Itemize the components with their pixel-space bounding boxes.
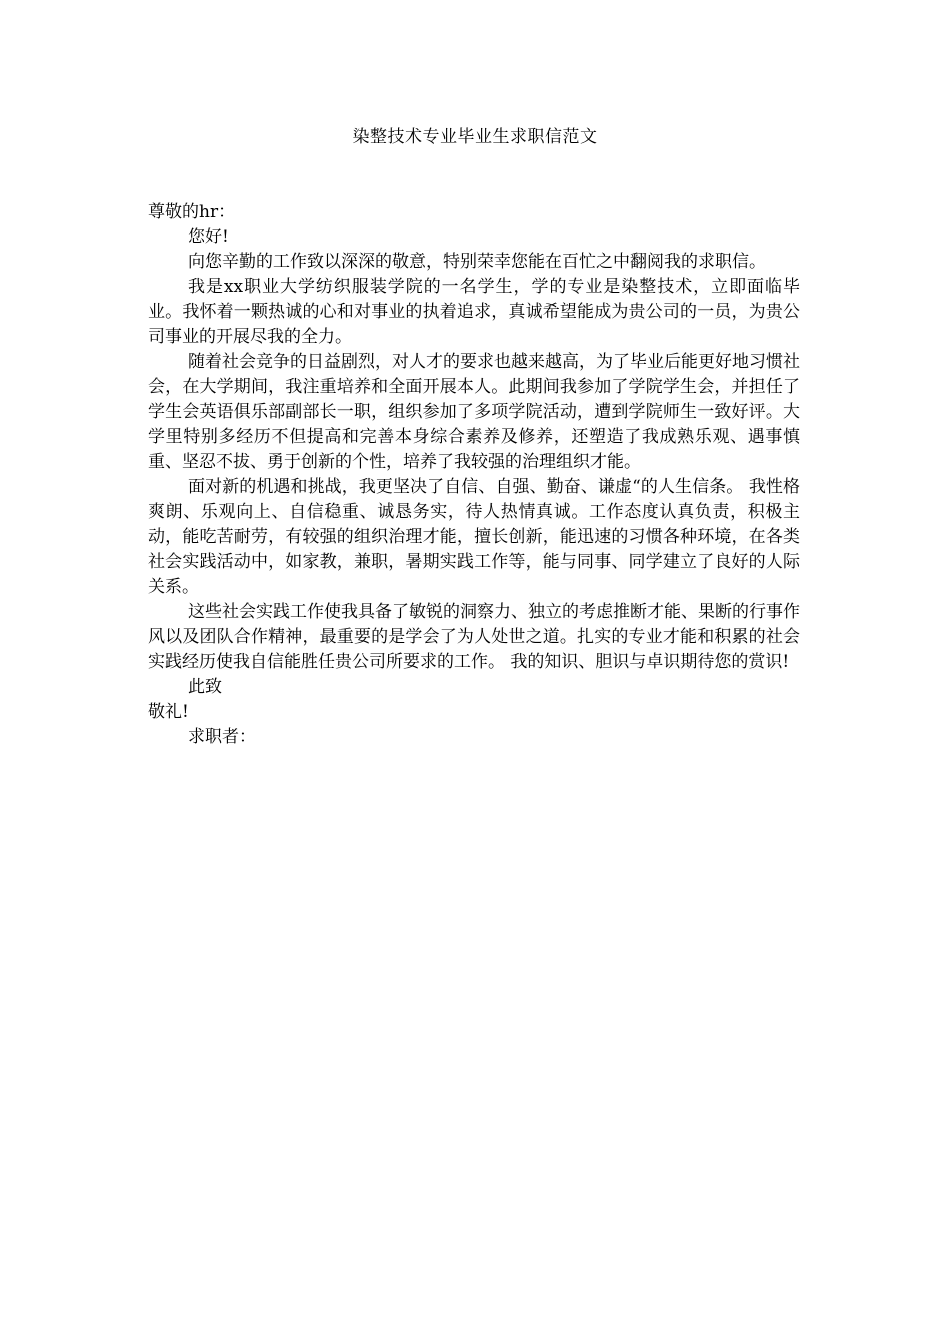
document-title: 染整技术专业毕业生求职信范文 [352,127,598,147]
paragraph-2: 我是xx职业大学纺织服装学院的一名学生，学的专业是染整技术，立即面临毕业。我怀着一颗热诚的心和对事业的执着追求，真诚希望能成为贵公司的一员，为贵公司事业的开展尽我的全力。 [148,277,800,347]
closing-line-1: 此致 [188,677,222,697]
greeting: 您好! [188,227,229,247]
salutation: 尊敬的hr： [148,202,236,222]
paragraph-4: 面对新的机遇和挑战，我更坚决了自信、自强、勤奋、谦虚“的人生信条。 我性格爽朗、乐观向上、自信稳重、诚恳务实，待人热情真诚。工作态度认真负责，积极主动，能吃苦耐劳，有较强的组织治理才能，擅长创新，能迅速的习惯各种环境，在各类社会实践活动中，如家教，兼职，暑期实践工作等，能与同事、同学建立了良好的人际关系。 [148,477,800,597]
paragraph-1: 向您辛勤的工作致以深深的敬意，特别荣幸您能在百忙之中翻阅我的求职信。 [188,252,766,272]
paragraph-5: 这些社会实践工作使我具备了敏锐的洞察力、独立的考虑推断才能、果断的行事作风以及团队合作精神，最重要的是学会了为人处世之道。扎实的专业才能和积累的社会实践经历使我自信能胜任贵公司所要求的工作。 我的知识、胆识与卓识期待您的赏识! [148,602,800,672]
paragraph-3: 随着社会竞争的日益剧烈，对人才的要求也越来越高，为了毕业后能更好地习惯社会，在大学期间，我注重培养和全面开展本人。此期间我参加了学院学生会，并担任了学生会英语俱乐部副部长一职，组织参加了多项学院活动，遭到学院师生一致好评。大学里特别多经历不但提高和完善本身综合素养及修养，还塑造了我成熟乐观、遇事慎重、坚忍不拔、勇于创新的个性，培养了我较强的治理组织才能。 [148,352,800,472]
signature: 求职者： [188,727,256,747]
letter-body [148,200,800,750]
closing-line-2: 敬礼! [148,702,189,722]
